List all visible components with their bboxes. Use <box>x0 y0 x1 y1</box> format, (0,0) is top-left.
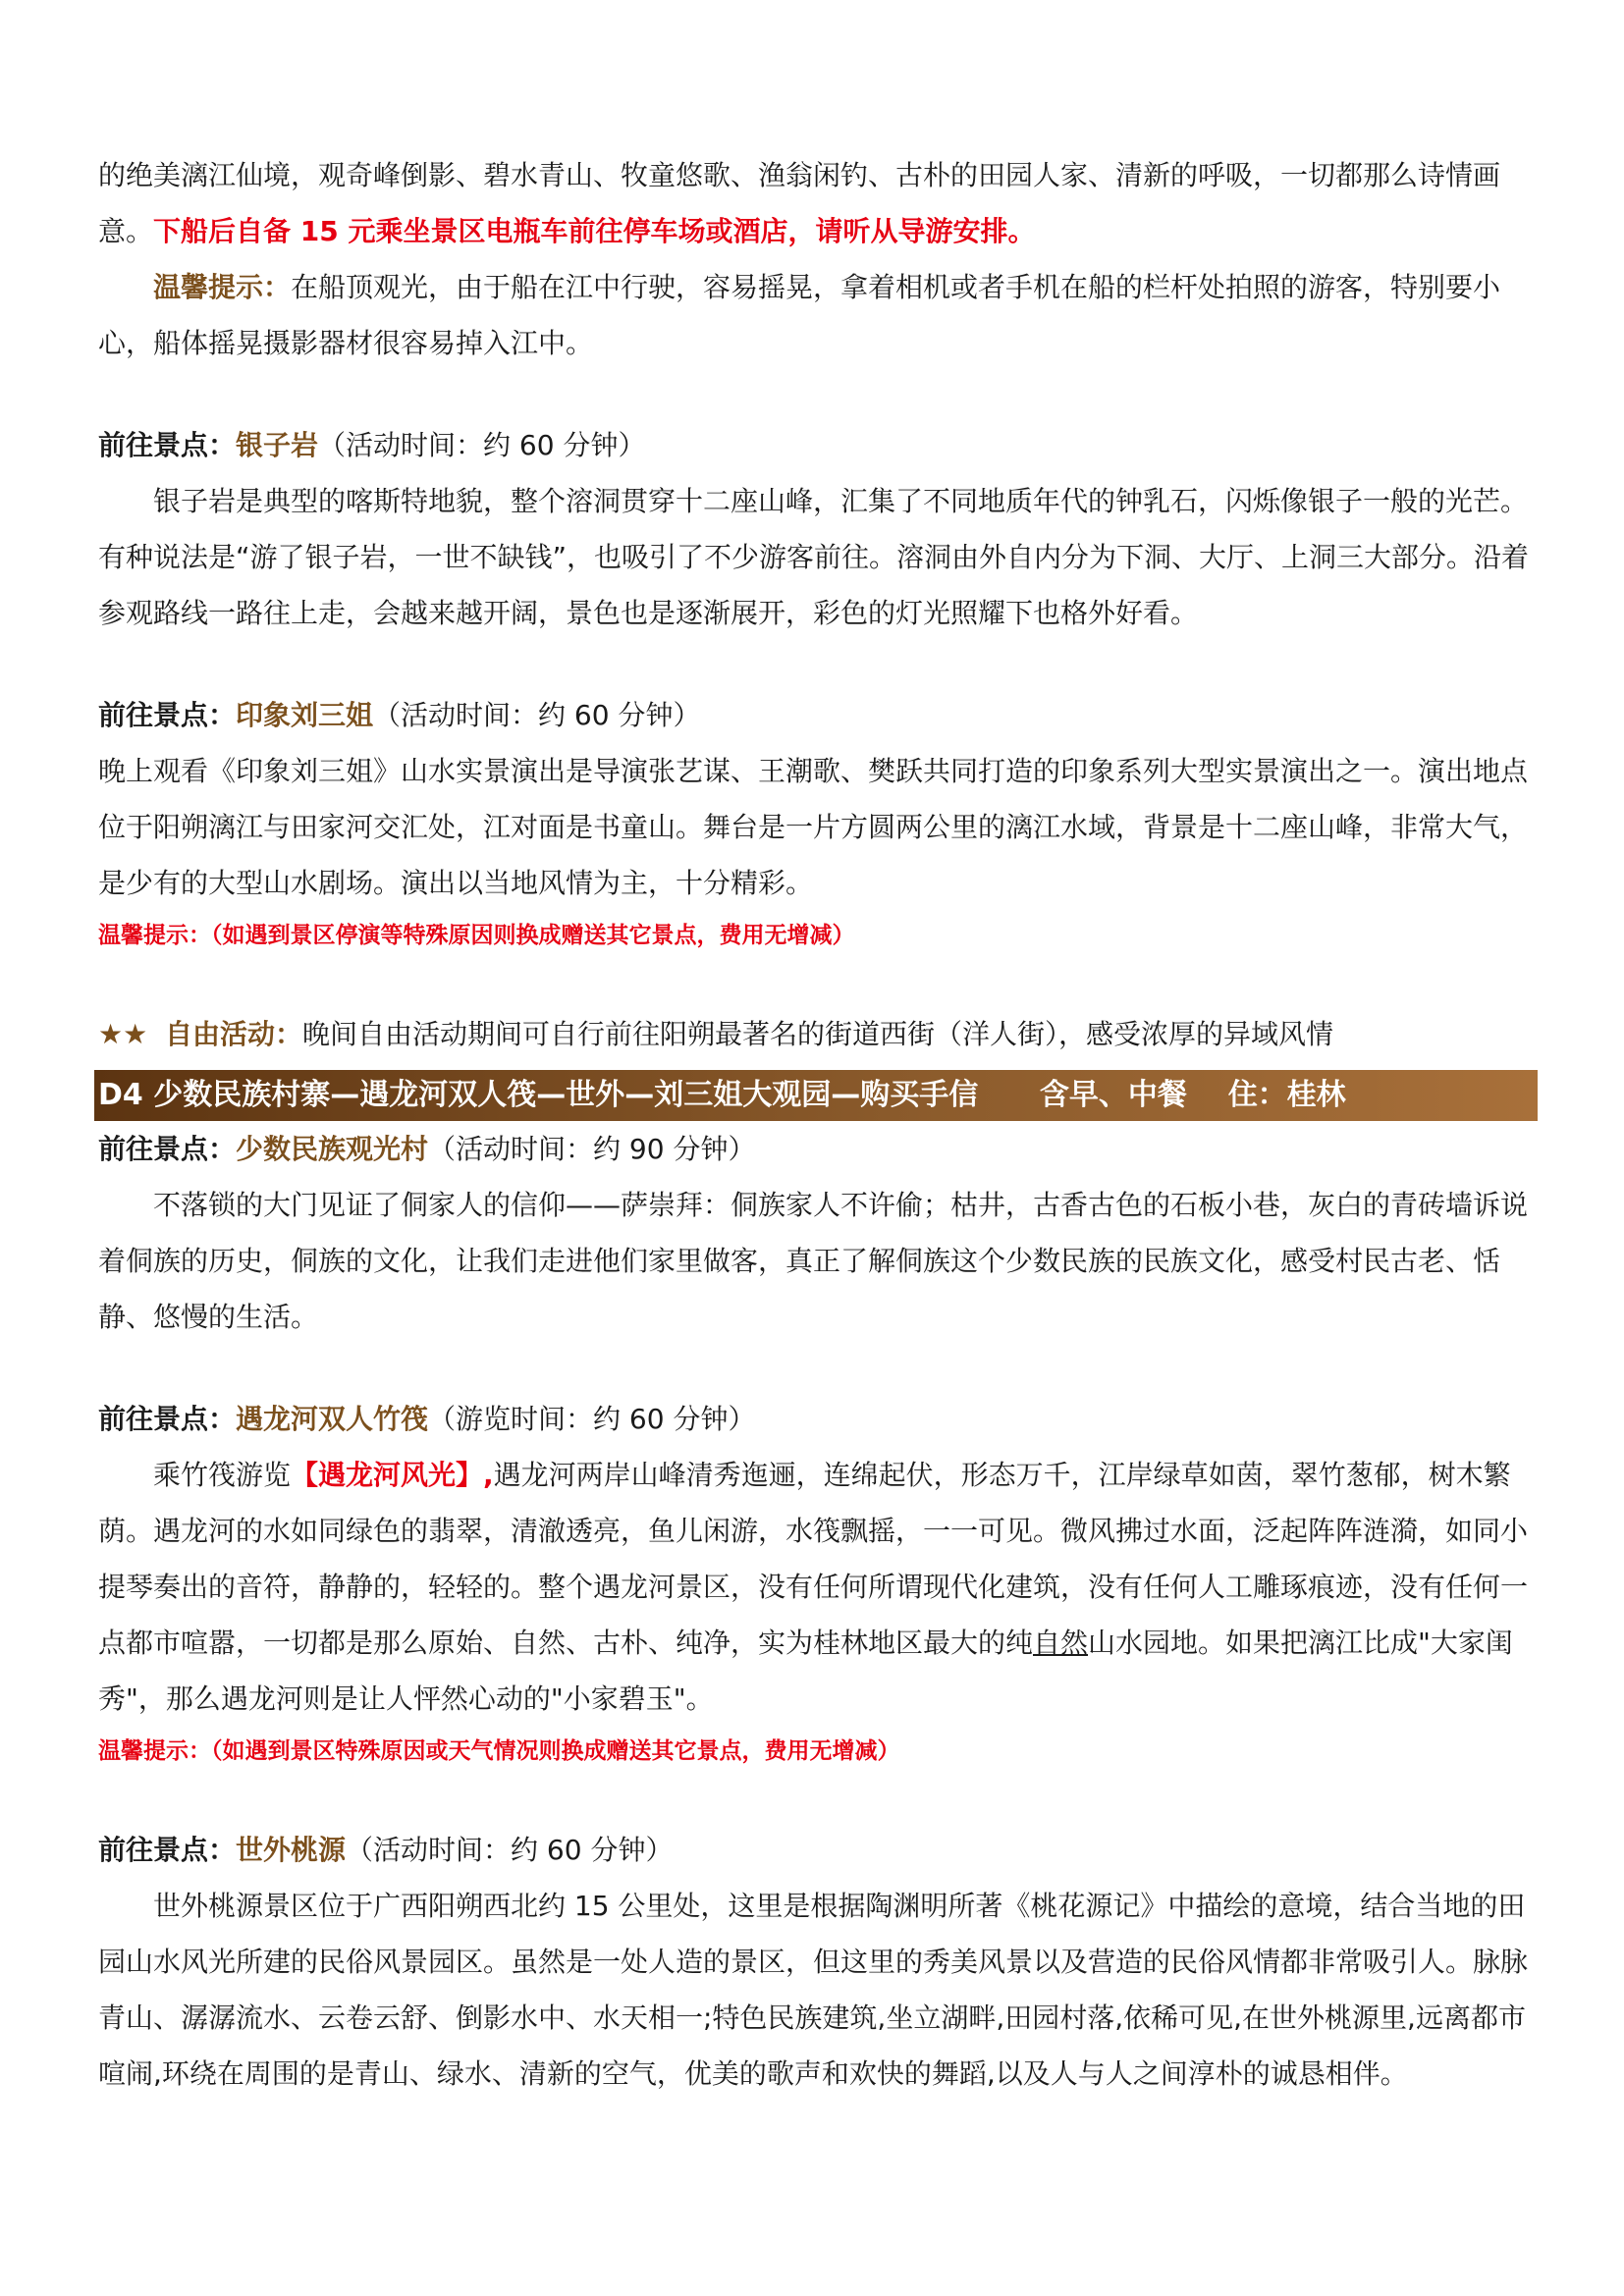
liusanjie-desc: 晚上观看《印象刘三姐》山水实景演出是导演张艺谋、王潮歌、樊跃共同打造的印象系列大型实景演出之一。演出地点位于阳朔漓江与田家河交汇处，江对面是书童山。舞台是一片方圆两公里的漓江水域，背景是十二座山峰，非常大气，是少有的大型山水剧场。演出以当地风情为主，十分精彩。 <box>98 755 1529 899</box>
intro-tip-label: 温馨提示： <box>153 271 292 303</box>
day4-stay: 住：桂林 <box>1227 1078 1346 1112</box>
taoyuan-label: 前往景点： <box>98 1834 237 1866</box>
liusanjie-name: 印象刘三姐 <box>236 699 374 731</box>
intro-tip <box>98 259 1540 371</box>
day4-meal: 含早、中餐 <box>1039 1078 1187 1112</box>
day4-title-bar <box>94 1070 1538 1121</box>
village-desc: 不落锁的大门见证了侗家人的信仰——萨崇拜：侗族家人不许偷；枯井，古香古色的石板小巷，灰白的青砖墙诉说着侗族的历史，侗族的文化，让我们走进他们家里做客，真正了解侗族这个少数民族的民族文化，感受村民古老、恬静、悠慢的生活。 <box>98 1189 1529 1333</box>
yinziyan-name: 银子岩 <box>236 429 319 461</box>
liusanjie-time: （活动时间：约 60 分钟） <box>373 699 701 731</box>
village-label: 前往景点： <box>98 1133 237 1165</box>
taoyuan-heading <box>98 1822 1540 1878</box>
liusanjie-tip: 温馨提示：（如遇到景区停演等特殊原因则换成赠送其它景点，费用无增减） <box>98 923 855 948</box>
taoyuan-time: （活动时间：约 60 分钟） <box>346 1834 674 1866</box>
yulong-desc <box>98 1447 1540 1727</box>
taoyuan-name: 世外桃源 <box>236 1834 347 1866</box>
liusanjie-label: 前往景点： <box>98 699 237 731</box>
village-name: 少数民族观光村 <box>236 1133 429 1165</box>
yulong-time: （游览时间：约 60 分钟） <box>428 1403 756 1435</box>
free-text: 晚间自由活动期间可自行前往阳朔最著名的街道西街（洋人街），感受浓厚的异域风情 <box>302 1018 1334 1050</box>
day4-title: D4 少数民族村寨—遇龙河双人筏—世外—刘三姐大观园—购买手信 <box>98 1078 979 1112</box>
yulong-tip: 温馨提示：（如遇到景区特殊原因或天气情况则换成赠送其它景点，费用无增减） <box>98 1738 900 1764</box>
yinziyan-time: （活动时间：约 60 分钟） <box>318 429 646 461</box>
yulong-desc-d: 山水园地。如果把漓江比成"大家闺秀"，那么遇龙河则是让人怦然心动的"小家碧玉"。 <box>98 1627 1513 1715</box>
yinziyan-label: 前往景点： <box>98 429 237 461</box>
yulong-heading <box>98 1391 1540 1447</box>
intro-red-notice: 下船后自备 15 元乘坐景区电瓶车前往停车场或酒店，请听从导游安排。 <box>153 215 1036 247</box>
yulong-name: 遇龙河双人竹筏 <box>236 1403 429 1435</box>
village-heading <box>98 1121 1540 1177</box>
liusanjie-heading <box>98 687 1540 743</box>
free-label: 自由活动： <box>165 1018 303 1050</box>
document-page <box>98 147 1540 2102</box>
intro-tip-text: 在船顶观光，由于船在江中行驶，容易摇晃，拿着相机或者手机在船的栏杆处拍照的游客，特别要小心，船体摇晃摄影器材很容易掉入江中。 <box>98 271 1501 359</box>
yulong-desc-c: 遇龙河两岸山峰清秀迤逦，连绵起伏，形态万千，江岸绿草如茵，翠竹葱郁，树木繁荫。遇龙河的水如同绿色的翡翠，清澈透亮，鱼儿闲游，水筏飘摇，一一可见。微风拂过水面，泛起阵阵涟漪，如同小提琴奏出的音符，静静的，轻轻的。整个遇龙河景区，没有任何所谓现代化建筑，没有任何人工雕琢痕迹，没有任何一点都市喧嚣，一切都是那么原始、自然、古朴、纯净，实为桂林地区最大的纯 <box>98 1459 1529 1659</box>
yinziyan-desc: 银子岩是典型的喀斯特地貌，整个溶洞贯穿十二座山峰，汇集了不同地质年代的钟乳石，闪烁像银子一般的光芒。有种说法是“游了银子岩，一世不缺钱”，也吸引了不少游客前往。溶洞由外自内分为下洞、大厅、上洞三大部分。沿着参观路线一路往上走，会越来越开阔，景色也是逐渐展开，彩色的灯光照耀下也格外好看。 <box>98 485 1530 629</box>
village-time: （活动时间：约 90 分钟） <box>428 1133 756 1165</box>
intro-paragraph <box>98 147 1540 259</box>
taoyuan-desc: 世外桃源景区位于广西阳朔西北约 15 公里处，这里是根据陶渊明所著《桃花源记》中描绘的意境，结合当地的田园山水风光所建的民俗风景园区。虽然是一处人造的景区，但这里的秀美风景以及营造的民俗风情都非常吸引人。脉脉青山、潺潺流水、云卷云舒、倒影水中、水天相一;特色民族建筑,坐立湖畔,田园村落,依稀可见,在世外桃源里,远离都市喧闹,环绕在周围的是青山、绿水、清新的空气，优美的歌声和欢快的舞蹈,以及人与人之间淳朴的诚恳相伴。 <box>98 1890 1529 2090</box>
free-activity <box>98 1006 1540 1062</box>
yulong-desc-highlight: 【遇龙河风光】, <box>291 1459 494 1491</box>
yulong-desc-a: 乘竹筏游览 <box>153 1459 292 1491</box>
yulong-desc-underline: 自然 <box>1033 1627 1089 1659</box>
intro-text: 的绝美漓江仙境，观奇峰倒影、碧水青山、牧童悠歌、渔翁闲钓、古朴的田园人家、清新的呼吸，一切都那么诗情画意。 <box>98 159 1501 247</box>
star-icon: ★★ <box>98 1018 148 1050</box>
yulong-label: 前往景点： <box>98 1403 237 1435</box>
yinziyan-heading <box>98 417 1540 473</box>
